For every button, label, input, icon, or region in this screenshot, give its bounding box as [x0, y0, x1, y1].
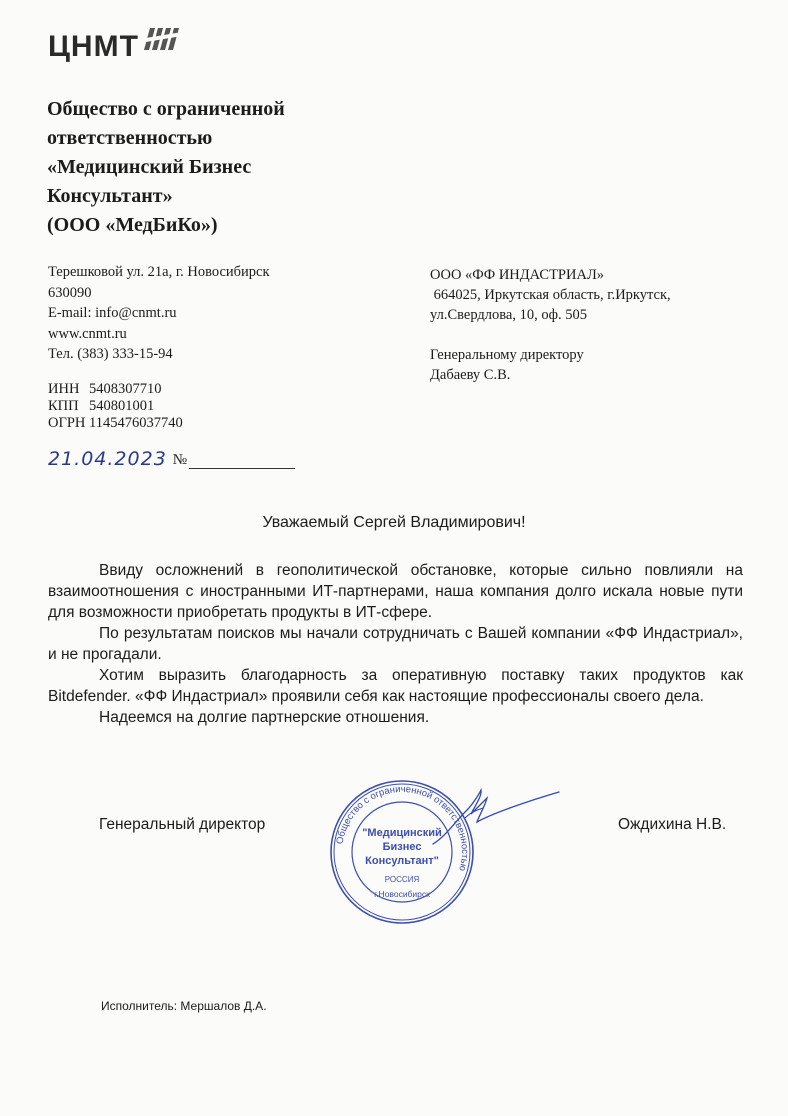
inn-row	[48, 381, 183, 398]
sender-address: Терешковой ул. 21а, г. Новосибирск	[48, 264, 270, 280]
stamp-center-line: "Медицинский	[362, 827, 442, 839]
stamp-city: г.Новосибирск	[374, 889, 430, 899]
org-line: Общество с ограниченной	[47, 98, 285, 120]
recipient-address-2: ул.Свердлова, 10, оф. 505	[430, 307, 588, 323]
stamp-center-line: Бизнес	[382, 841, 422, 853]
recipient-company: ООО «ФФ ИНДАСТРИАЛ»	[430, 267, 605, 283]
sender-postcode: 630090	[48, 284, 92, 301]
body-paragraph: Надеемся на долгие партнерские отношения.	[99, 709, 430, 726]
signatory-name: Ождихина Н.В.	[618, 816, 727, 833]
body-paragraph: Хотим выразить благодарность за оперативную поставку таких продуктов как Bitdefender. «ФФ Индастриал» проявили себя как настоящие профессионалы своего дела.	[48, 667, 743, 705]
company-ids	[48, 381, 183, 432]
signatory-title: Генеральный директор	[99, 816, 266, 833]
letter-body	[48, 560, 743, 728]
recipient-block	[430, 265, 671, 385]
kpp-value: 540801001	[89, 398, 155, 414]
ogrn-value: 1145476037740	[89, 415, 183, 431]
sender-details	[48, 262, 270, 365]
org-line: «Медицинский Бизнес	[47, 156, 252, 178]
logo-text: ЦНМТ	[48, 30, 139, 63]
sender-website: www.cnmt.ru	[48, 325, 127, 342]
date-number-row	[48, 447, 295, 469]
handwritten-signature	[425, 782, 565, 852]
organization-name	[47, 95, 285, 240]
sender-email: E-mail: info@cnmt.ru	[48, 305, 177, 321]
number-sign: №	[172, 452, 188, 468]
recipient-name: Дабаеву С.В.	[430, 367, 511, 383]
number-blank-line	[189, 454, 295, 469]
recipient-address-1: 664025, Иркутская область, г.Иркутск,	[430, 287, 671, 303]
org-line: ответственностью	[47, 127, 213, 149]
company-logo	[48, 30, 139, 64]
body-paragraph: Ввиду осложнений в геополитической обстановке, которые сильно повлияли на взаимоотношения с иностранными ИТ-партнерами, наша компания долго искала новые пути для возможности приобретать продукты в ИТ-сфере.	[48, 562, 743, 621]
body-paragraph: По результатам поисков мы начали сотрудничать с Вашей компании «ФФ Индастриал», и не прогадали.	[48, 625, 743, 663]
inn-label: ИНН	[48, 381, 80, 397]
handwritten-date: 21.04.2023	[48, 448, 167, 470]
sender-phone: Тел. (383) 333-15-94	[48, 346, 173, 362]
greeting: Уважаемый Сергей Владимирович!	[262, 514, 526, 531]
org-line: Консультант»	[47, 185, 173, 207]
ogrn-row	[48, 415, 183, 432]
stamp-center-line: Консультант"	[365, 855, 439, 867]
inn-value: 5408307710	[89, 381, 162, 397]
ogrn-label: ОГРН	[48, 415, 86, 431]
kpp-row	[48, 398, 183, 415]
stamp-ring-text: Общество с ограниченной ответственностью	[334, 783, 471, 873]
kpp-label: КПП	[48, 398, 79, 414]
org-line: (ООО «МедБиКо»)	[47, 214, 218, 236]
recipient-position: Генеральному директору	[430, 347, 584, 363]
stripes-mark-icon	[144, 26, 184, 52]
stamp-country: РОССИЯ	[384, 875, 420, 884]
executor-note: Исполнитель: Мершалов Д.А.	[101, 999, 267, 1013]
